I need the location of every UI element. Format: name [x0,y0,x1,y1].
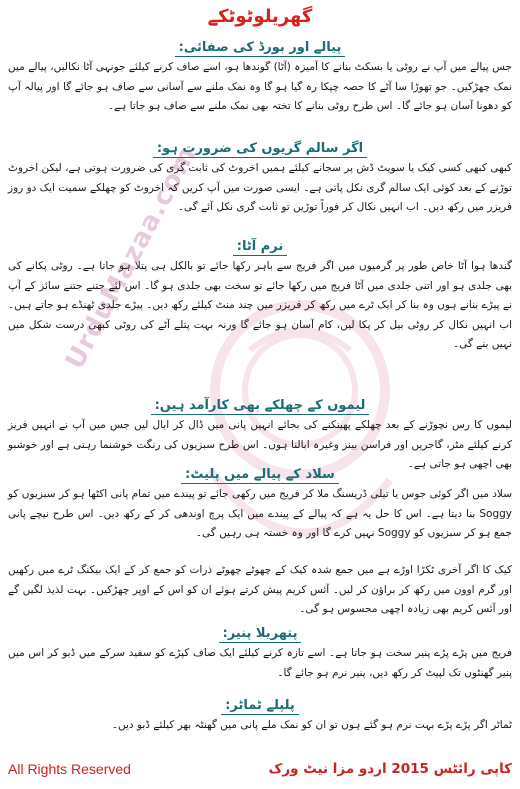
section-lemon-peels [8,398,512,475]
section-text: فریج میں پڑے پڑے پنیر سخت ہو جاتا ہے۔ اسے تازہ کرنے کیلئے ایک صاف کپڑے کو سفید سرکے میں ڈبو کر اس میں پنیر گھنٹوں تک لپیٹ کر رکھ دیں، پنیر نرم ہو جائے گا۔ [8,647,512,679]
page-title: گھریلوٹوٹکے [207,6,313,27]
section-heading: پلپلے ٹماٹر: [221,698,299,715]
section-text: ٹماٹر اگر پڑے پڑے بہت نرم ہو گئے ہوں تو ان کو نمک ملے پانی میں گھنٹہ بھر کیلئے ڈبو دیں۔ [111,719,512,731]
section-heading: پیالے اور بورڈ کی صفائی: [175,40,346,57]
section-soft-tomatoes [8,698,512,736]
section-text: جس پیالے میں آپ نے روٹی یا بسکٹ بنانے کا آمیزہ (آٹا) گوندھا ہو، اسے صاف کرنے کیلئے جونہی آٹا نکالیں، پیالے میں نمک چھڑکیں۔ جو تھوڑا سا آٹے کا حصہ چپکا رہ گیا ہو گا وہ نمک ملنے سے آسانی سے صاف ہو جائے گا اور پیالہ آپ کو دھونا آسان ہو جائے گا۔ اس طرح روٹی بنانے کا تختہ بھی نمک ملنے سے صاف ہو جاتا ہے۔ [8,61,512,112]
section-text: کبھی کبھی کسی کیک یا سویٹ ڈش پر سجانے کیلئے ہمیں اخروٹ کی ثابت گری کی ضرورت ہوتی ہے، لیکن اخروٹ توڑنے کے بعد کوئی ایک سالم گری نکل پاتی ہے۔ ایسی صورت میں آپ کریں کہ اخروٹ کو چھلکے سمیت ایک دو روز فریزر میں رکھ دیں۔ اب انہیں نکال کر فوراً توڑیں تو ثابت گری نکل آئے گی۔ [8,162,512,213]
section-soft-dough [8,239,512,355]
section-text: لیموں کا رس نچوڑنے کے بعد چھلکے پھینکنے کی بجائے انہیں پانی میں ڈال کر ابال لیں جس میں آپ نے انہیں فریز کرنے کیلئے مٹر، گاجریں اور فراسن بینز وغیرہ ابالنا ہوں۔ اس طرح سبزیوں کی رنگت خوشنما رہتی ہے اور خوشبو بھی اچھی ہو جاتی ہے۔ [8,419,512,470]
section-text: سلاد میں اگر کوئی جوس یا تیلی ڈریسنگ ملا کر فریج میں رکھی جائے تو پیندے میں تمام پانی اکٹھا ہو کر سبزیوں کو Soggy بنا دیتا ہے۔ اس کا حل یہ ہے کہ پیالے کے پیندے میں ایک پرچ اوندھی کر کے رکھ دیں۔ اس طرح نیچے پانی جمع ہو کر سبزیوں کو Soggy نہیں کرے گا اور وہ خستہ ہی رہیں گی۔ [8,488,512,539]
section-whole-walnuts [8,141,512,218]
section-heading: لیموں کے چھلکے بھی کارآمد ہیں: [151,398,370,415]
section-text: گندھا ہوا آٹا خاص طور پر گرمیوں میں اگر فریج سے باہر رکھا جائے تو بالکل ہی پتلا ہو جاتا ہے۔ روٹی پکانے کی بھی جلدی ہو اور اتنی جلدی میں آٹا فریج میں رکھا جائے تو سخت بھی جلدی ہو گا۔ اس لئے جتنے جتنے سائز کے آپ نے پیڑے بنانے ہوں وہ بنا کر ایک ٹرے میں رکھ کر فریزر میں چند منٹ کیلئے رکھ دیں۔ پیڑے جلدی ٹھنڈے ہو جاتے ہیں۔ اب انہیں نکال کر روٹی بیل کر پکا لیں، کام آسان ہو جائے گا ورنہ بہت پتلے آٹے کی روٹی کبھی درست شکل میں نہیں بنے گی۔ [8,260,512,350]
watermark-text: UrduMazaa.com [60,141,203,375]
section-cake-crumbs [8,560,512,620]
section-salad-plate [8,467,512,544]
section-heading: نرم آٹا: [233,239,287,256]
section-heading: پتھریلا پنیر: [219,626,302,643]
section-bowl-cleaning [8,40,512,117]
rights-reserved-text: All Rights Reserved [8,761,131,777]
section-hard-cheese [8,626,512,683]
section-heading: اگر سالم گریوں کی ضرورت ہو: [153,141,367,158]
section-text: کیک کا اگر آخری ٹکڑا اوڑے ہے میں جمع شدہ کیک کے چھوٹے چھوٹے ذرات کو جمع کر کے ایک بیکنگ ٹرے میں رکھیں اور گرم اوون میں رکھ کر براؤن کر لیں۔ آئس کریم پیش کرتے ہوئے ان کو اس کے اوپر چھڑکیں۔ بہت لذیذ لگیں گے اور آئس کریم بھی زیادہ اچھی محسوس ہو گی۔ [8,564,512,615]
section-heading: سلاد کے پیالے میں پلیٹ: [181,467,339,484]
copyright-text: کاپی رائٹس 2015 اردو مزا نیٹ ورک [268,761,512,777]
copyright-footer [8,761,512,777]
